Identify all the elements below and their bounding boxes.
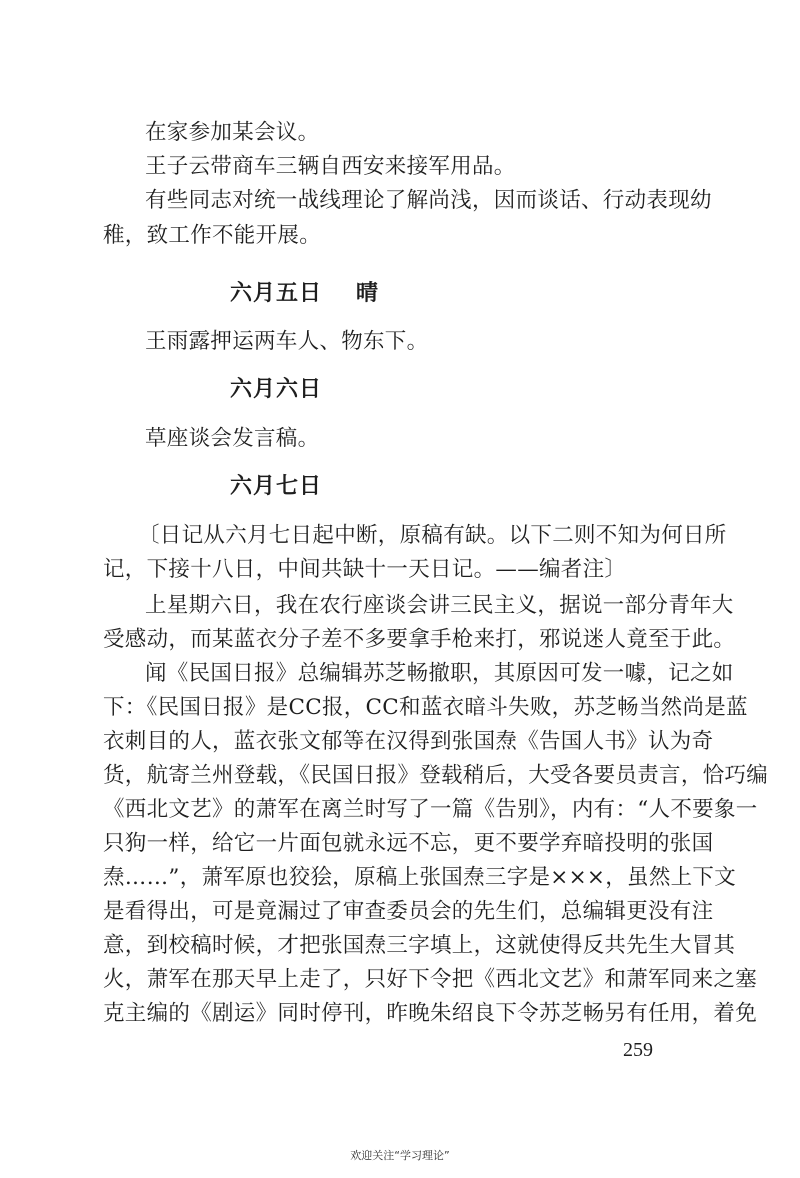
editor-note-line: 〔日记从六月七日起中断，原稿有缺。以下二则不知为何日所 [138,523,727,548]
text-line: 闻《民国日报》总编辑苏芝畅撤职，其原因可发一噱，记之如 [145,661,734,686]
text-line: 在家参加某会议。 [145,120,320,145]
text-line: 上星期六日，我在农行座谈会讲三民主义，据说一部分青年大 [145,593,734,618]
text-line: 稚，致工作不能开展。 [103,223,322,248]
text-line: 有些同志对统一战线理论了解尚浅，因而谈话、行动表现幼 [145,188,712,213]
text-line: 衣刺目的人，蓝衣张文郁等在汉得到张国焘《告国人书》认为奇 [103,729,714,754]
editor-note-line: 记，下接十八日，中间共缺十一天日记。——编者注〕 [103,557,627,582]
text-line: 是看得出，可是竟漏过了审查委员会的先生们，总编辑更没有注 [103,899,714,924]
entry-date-heading [230,279,379,307]
text-line: 草座谈会发言稿。 [145,426,320,451]
entry-date: 六月六日 [230,376,323,402]
text-line: 货，航寄兰州登载，《民国日报》登载稍后，大受各要员责言，恰巧编 [103,763,769,788]
text-line: 火，萧军在那天早上走了，只好下令把《西北文艺》和萧军同来之塞 [103,967,758,992]
text-line: 焘……”，萧军原也狡狯，原稿上张国焘三字是×××，虽然上下文 [103,865,737,890]
entry-date: 六月五日 [230,280,323,306]
page-number: 259 [623,1039,653,1061]
text-line: 只狗一样，给它一片面包就永远不忘，更不要学弃暗投明的张国 [103,831,714,856]
text-line: 下：《民国日报》是CC报，CC和蓝衣暗斗失败，苏芝畅当然尚是蓝 [103,695,748,720]
entry-date: 六月七日 [230,473,323,499]
entry-date-heading [230,375,322,403]
text-line: 《西北文艺》的萧军在离兰时写了一篇《告别》，内有：“人不要象一 [103,797,758,822]
text-line: 受感动，而某蓝衣分子差不多要拿手枪来打，邪说迷人竟至于此。 [103,627,736,652]
footer-caption: 欢迎关注“学习理论” [350,1149,450,1162]
text-line: 克主编的《剧运》同时停刊，昨晚朱绍良下令苏芝畅另有任用，着免 [103,1001,758,1026]
text-line: 王子云带商车三辆自西安来接军用品。 [145,154,516,179]
entry-date-heading [230,472,322,500]
entry-weather: 晴 [356,280,380,306]
text-line: 意，到校稿时候，才把张国焘三字填上，这就使得反共先生大冒其 [103,933,736,958]
text-line: 王雨露押运两车人、物东下。 [145,329,429,354]
